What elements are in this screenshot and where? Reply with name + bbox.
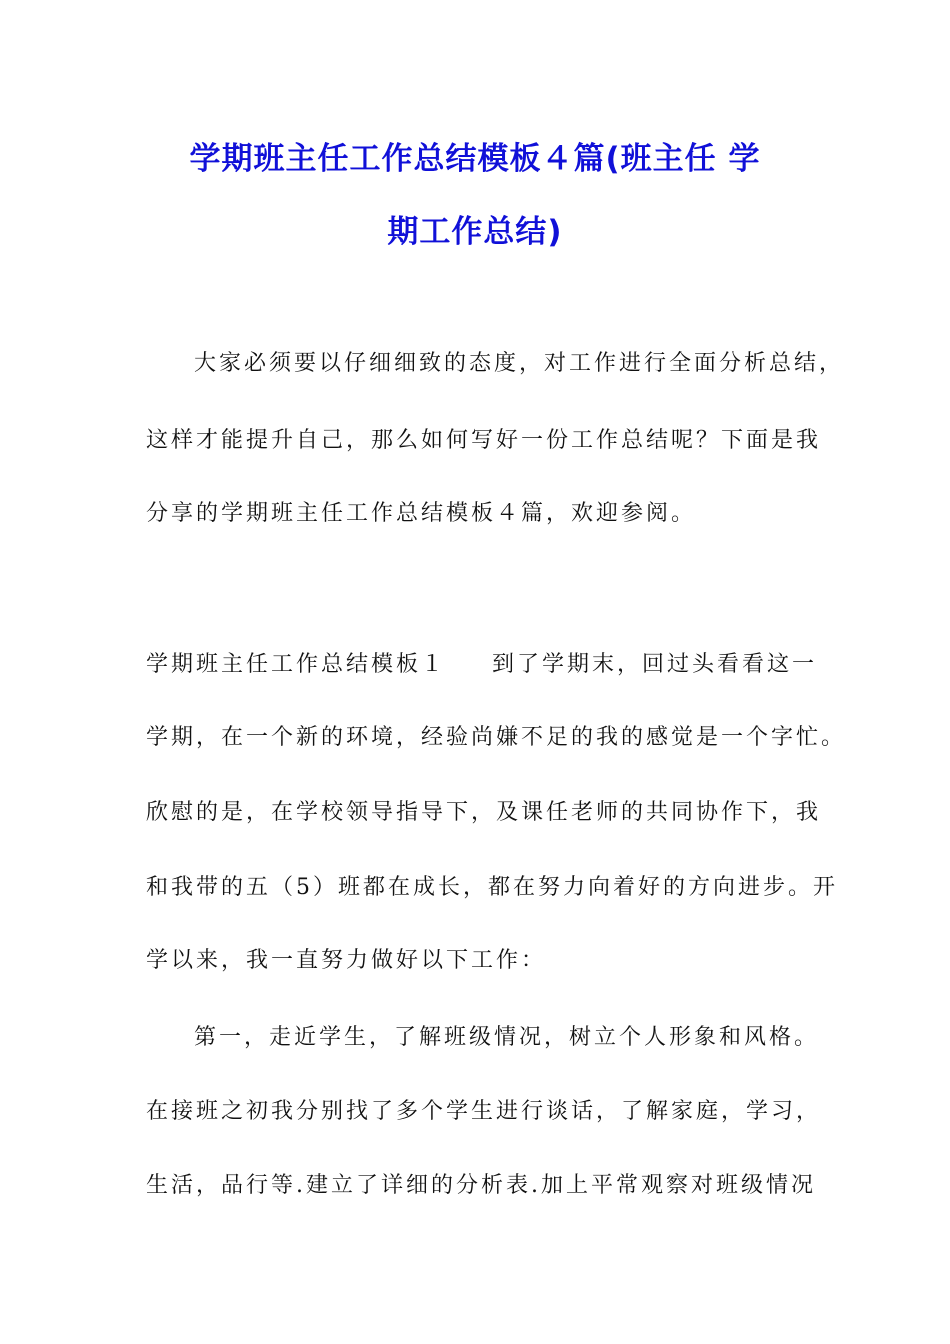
section-1-first-line	[146, 647, 816, 678]
intro-line-2: 这样才能提升自己，那么如何写好一份工作总结呢？下面是我	[146, 428, 822, 453]
section-1-line-5: 学以来，我一直努力做好以下工作：	[146, 948, 547, 973]
section-1-line-2: 学期，在一个新的环境，经验尚嫌不足的我的感觉是一个字忙。	[146, 725, 847, 750]
document-title-line-2: 期工作总结)	[387, 214, 563, 250]
paragraph-2-line-1: 第一，走近学生，了解班级情况，树立个人形象和风格。	[194, 1025, 820, 1050]
section-1-heading: 学期班主任工作总结模板１	[146, 652, 447, 677]
paragraph-2-line-2: 在接班之初我分别找了多个学生进行谈话，了解家庭，学习，	[146, 1099, 822, 1124]
paragraph-2-line-3: 生活，品行等.建立了详细的分析表.加上平常观察对班级情况	[146, 1173, 816, 1198]
document-title-line-1: 学期班主任工作总结模板４篇(班主任 学	[189, 141, 761, 177]
section-1-line-4: 和我带的五（5）班都在成长，都在努力向着好的方向进步。开	[146, 875, 838, 900]
intro-line-1: 大家必须要以仔细细致的态度，对工作进行全面分析总结，	[194, 351, 845, 376]
section-1-first-text: 到了学期末，回过头看看这一	[492, 652, 818, 677]
intro-line-3: 分享的学期班主任工作总结模板４篇，欢迎参阅。	[146, 501, 697, 526]
section-1-line-3: 欣慰的是，在学校领导指导下，及课任老师的共同协作下，我	[146, 800, 822, 825]
